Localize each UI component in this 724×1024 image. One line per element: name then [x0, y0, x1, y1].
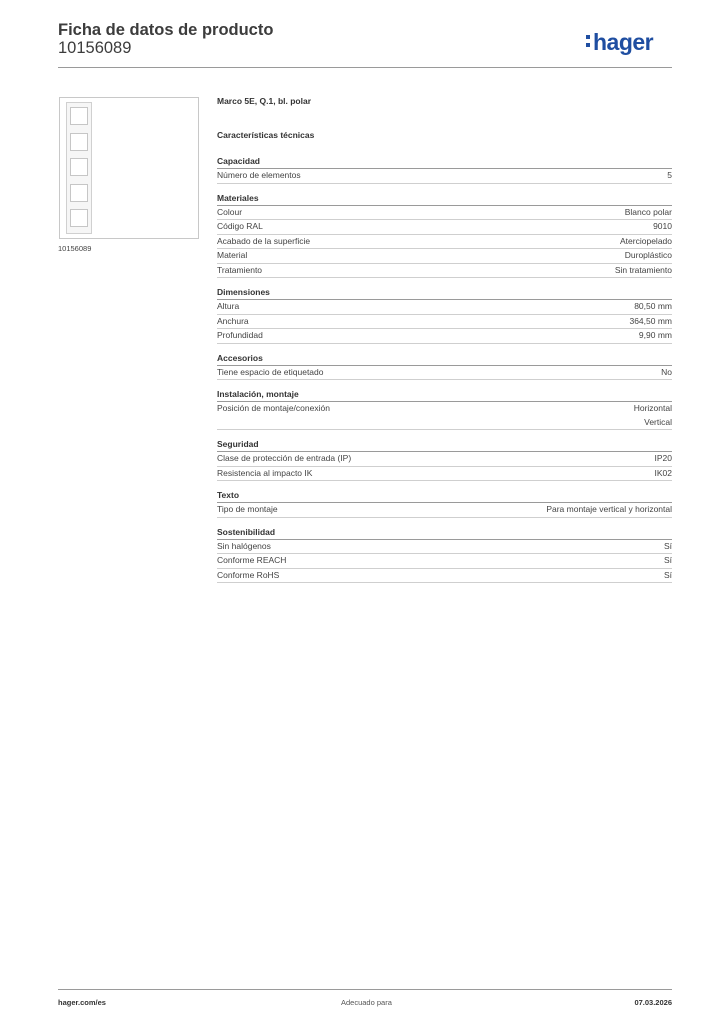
logo-text: hager	[593, 29, 654, 55]
spec-label: Código RAL	[217, 221, 263, 231]
spec-label: Resistencia al impacto IK	[217, 467, 313, 478]
section-title: Sostenibilidad	[217, 527, 672, 540]
product-name: Marco 5E, Q.1, bl. polar	[217, 96, 311, 106]
spec-label: Tipo de montaje	[217, 504, 278, 514]
frame-illustration	[66, 102, 92, 234]
spec-label: Material	[217, 250, 248, 260]
spec-value	[664, 554, 672, 568]
section-title: Instalación, montaje	[217, 389, 672, 402]
section-title: Accesorios	[217, 353, 672, 366]
spec-row	[217, 169, 672, 184]
spec-row	[217, 366, 672, 381]
spec-row	[217, 540, 672, 555]
spec-label: Altura	[217, 301, 240, 311]
spec-row	[217, 235, 672, 250]
spec-value	[664, 540, 672, 554]
footer-divider	[58, 989, 672, 990]
spec-row	[217, 467, 672, 482]
spec-sections	[217, 156, 672, 592]
spec-row	[217, 554, 672, 569]
spec-section	[217, 527, 672, 584]
spec-label: Posición de montaje/conexión	[217, 403, 330, 413]
spec-value	[629, 315, 672, 329]
header-divider	[58, 67, 672, 68]
spec-row	[217, 402, 672, 430]
spec-row	[217, 249, 672, 264]
spec-label: Número de elementos	[217, 170, 301, 180]
spec-label: Anchura	[217, 315, 249, 326]
spec-value	[625, 206, 672, 220]
spec-value-line: Sí	[663, 555, 672, 565]
spec-value-line: No	[661, 366, 672, 377]
spec-value-line: Vertical	[644, 416, 672, 427]
spec-value-line: 80,50 mm	[634, 301, 672, 311]
spec-value-line: IP20	[654, 453, 672, 463]
spec-section	[217, 439, 672, 481]
spec-label: Sin halógenos	[217, 540, 271, 551]
hager-logo	[593, 29, 653, 56]
section-title: Seguridad	[217, 439, 672, 452]
spec-value	[615, 264, 672, 278]
spec-row	[217, 300, 672, 315]
technical-characteristics-title: Características técnicas	[217, 130, 315, 140]
spec-label: Tratamiento	[217, 264, 263, 275]
product-image	[59, 97, 199, 239]
spec-row	[217, 264, 672, 279]
section-title: Materiales	[217, 193, 672, 206]
spec-section	[217, 490, 672, 518]
spec-value	[655, 467, 673, 481]
spec-value	[667, 169, 672, 183]
spec-row	[217, 452, 672, 467]
spec-value-line: Horizontal	[633, 403, 672, 413]
spec-label: Clase de protección de entrada (IP)	[217, 453, 352, 463]
spec-value	[620, 235, 672, 249]
spec-section	[217, 156, 672, 184]
spec-value-line: Sin tratamiento	[614, 264, 672, 275]
spec-value	[634, 402, 672, 429]
spec-row	[217, 569, 672, 584]
spec-value-line: Sí	[663, 540, 672, 551]
product-code: 10156089	[58, 39, 132, 57]
spec-label: Conforme RoHS	[217, 569, 280, 580]
spec-value-line: 5	[667, 170, 672, 180]
frame-slot	[70, 184, 88, 202]
spec-value	[625, 249, 672, 263]
spec-label: Acabado de la superficie	[217, 235, 311, 246]
frame-slot	[70, 133, 88, 151]
spec-row	[217, 329, 672, 344]
section-title: Capacidad	[217, 156, 672, 169]
spec-value	[661, 366, 672, 380]
logo-dots-icon	[586, 35, 590, 51]
spec-value-line: Duroplástico	[624, 250, 672, 260]
spec-value	[653, 220, 672, 234]
section-title: Dimensiones	[217, 287, 672, 300]
spec-section	[217, 193, 672, 279]
spec-value-line: Para montaje vertical y horizontal	[546, 504, 672, 514]
spec-label: Colour	[217, 206, 243, 217]
spec-value-line: Blanco polar	[624, 206, 672, 217]
spec-value	[546, 503, 672, 517]
spec-label: Profundidad	[217, 330, 263, 340]
spec-value	[639, 329, 672, 343]
frame-slot	[70, 158, 88, 176]
spec-section	[217, 389, 672, 430]
spec-value	[634, 300, 672, 314]
spec-value	[655, 452, 673, 466]
spec-value-line: 9,90 mm	[638, 330, 672, 340]
spec-section	[217, 353, 672, 381]
page-title: Ficha de datos de producto	[58, 21, 274, 39]
spec-value-line: 364,50 mm	[629, 315, 672, 326]
spec-value-line: Sí	[663, 569, 672, 580]
spec-value-line: Aterciopelado	[620, 235, 672, 246]
image-caption: 10156089	[58, 244, 92, 253]
spec-value-line: IK02	[654, 467, 672, 478]
spec-row	[217, 503, 672, 518]
spec-label: Tiene espacio de etiquetado	[217, 366, 324, 377]
spec-row	[217, 206, 672, 221]
spec-label: Conforme REACH	[217, 555, 287, 565]
frame-slot	[70, 107, 88, 125]
spec-row	[217, 315, 672, 330]
footer-suitable-for: Adecuado para	[341, 998, 392, 1007]
spec-section	[217, 287, 672, 344]
section-title: Texto	[217, 490, 672, 503]
frame-slot	[70, 209, 88, 227]
spec-row	[217, 220, 672, 235]
footer-date: 07.03.2026	[634, 998, 672, 1007]
spec-value-line: 9010	[653, 221, 672, 231]
spec-value	[664, 569, 672, 583]
footer-website: hager.com/es	[58, 998, 106, 1007]
